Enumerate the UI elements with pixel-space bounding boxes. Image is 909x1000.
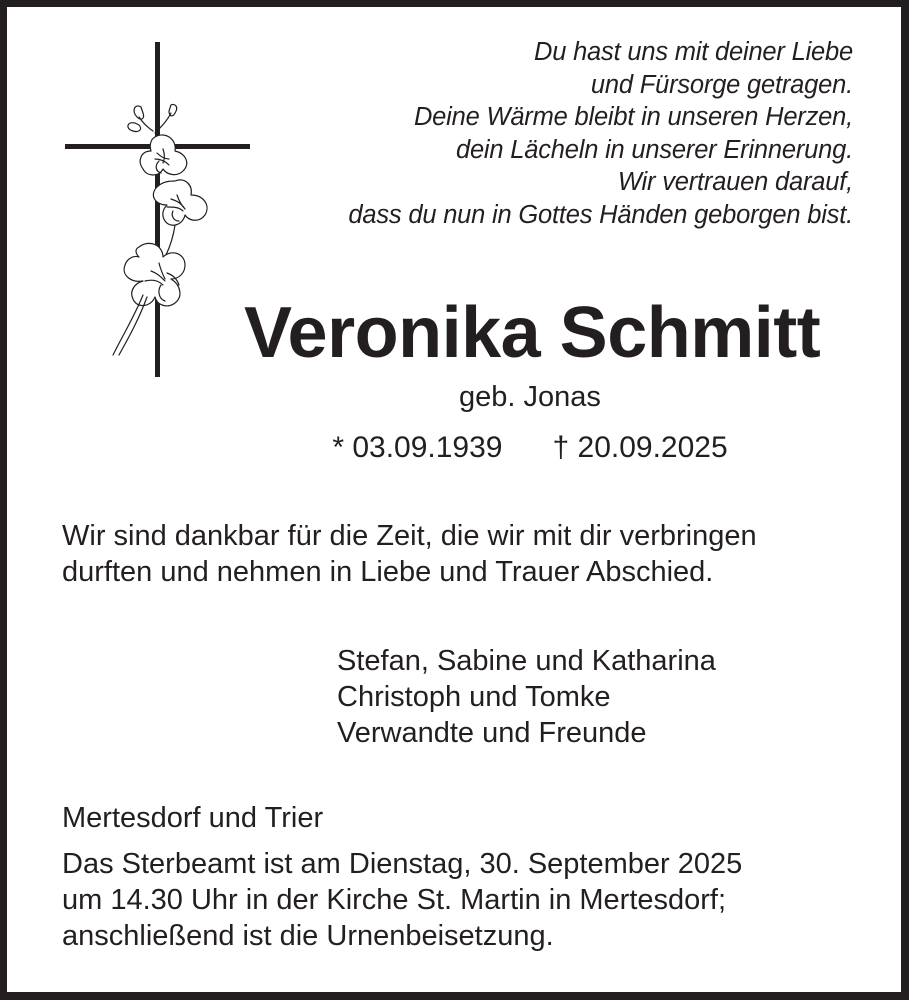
poem-line: dass du nun in Gottes Händen geborgen bist. (348, 200, 853, 229)
farewell-message (62, 518, 862, 590)
poem-line: und Fürsorge getragen. (590, 70, 853, 99)
poem-line: Wir vertrauen darauf, (617, 168, 853, 196)
service-line: Das Sterbeamt ist am Dienstag, 30. September 2025 (62, 848, 743, 880)
service-line: um 14.30 Uhr in der Kirche St. Martin in Mertesdorf; (62, 884, 727, 916)
poem-line: dein Lächeln in unserer Erinnerung. (455, 135, 853, 164)
death-date: † 20.09.2025 (552, 431, 728, 464)
mourner-line: Stefan, Sabine und Katharina (337, 645, 716, 677)
mourners-list (337, 643, 877, 751)
service-line: anschließend ist die Urnenbeisetzung. (62, 920, 554, 952)
birth-name: geb. Jonas (459, 381, 601, 413)
poem-line: Du hast uns mit deiner Liebe (533, 38, 853, 66)
message-line: Wir sind dankbar für die Zeit, die wir mit dir verbringen (62, 520, 757, 552)
deceased-name: Veronika Schmitt (244, 293, 821, 373)
orchid-flowers-icon (105, 95, 225, 360)
place-line: Mertesdorf und Trier (62, 802, 324, 834)
funeral-service-info (62, 846, 892, 954)
poem (293, 36, 853, 231)
birth-date: * 03.09.1939 (332, 431, 503, 464)
message-line: durften und nehmen in Liebe und Trauer Abschied. (62, 556, 714, 588)
mourner-line: Verwandte und Freunde (337, 717, 647, 749)
mourner-line: Christoph und Tomke (337, 681, 611, 713)
poem-line: Deine Wärme bleibt in unseren Herzen, (413, 103, 853, 131)
life-dates (320, 428, 740, 468)
